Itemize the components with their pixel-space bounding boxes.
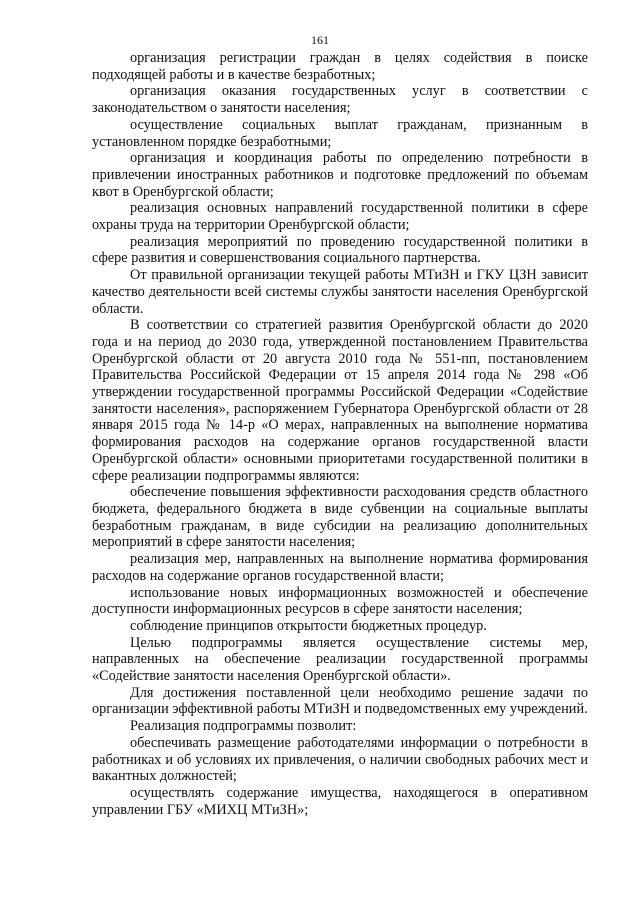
paragraph-9: обеспечение повышения эффективности расходования средств областного бюджета, федерального бюджета в виде субвенции на социальные выплаты безработным гражданам, в виде субсидии на реализацию дополнительных мероприятий в сфере занятости населения; [92,484,588,551]
paragraph-14: Для достижения поставленной цели необходимо решение задачи по организации эффективной работы МТиЗН и подведомственных ему учреждений. [92,684,588,718]
paragraph-6: реализация мероприятий по проведению государственной политики в сфере развития и совершенствования социального партнерства. [92,233,588,267]
paragraph-2: организация оказания государственных услуг в соответствии с законодательством о занятости населения; [92,83,588,117]
paragraph-4: организация и координация работы по определению потребности в привлечении иностранных работников и подготовке предложений по объемам квот в Оренбургской области; [92,150,588,200]
paragraph-7: От правильной организации текущей работы МТиЗН и ГКУ ЦЗН зависит качество деятельности всей системы службы занятости населения Оренбургской области. [92,267,588,317]
page-number: 161 [311,33,329,47]
paragraph-5: реализация основных направлений государственной политики в сфере охраны труда на территории Оренбургской области; [92,200,588,234]
paragraph-10: реализация мер, направленных на выполнение норматива формирования расходов на содержание органов государственной власти; [92,551,588,584]
paragraph-11: использование новых информационных возможностей и обеспечение доступности информационных ресурсов в сфере занятости населения; [92,584,588,618]
paragraph-3: осуществление социальных выплат гражданам, признанным в установленном порядке безработными; [92,116,588,150]
paragraph-12: соблюдение принципов открытости бюджетных процедур. [130,617,487,634]
paragraph-16: обеспечивать размещение работодателями информации о потребности в работниках и об условиях их привлечения, о наличии свободных рабочих мест и вакантных должностей; [92,734,588,785]
paragraph-13: Целью подпрограммы является осуществление системы мер, направленных на обеспечение реализации государственной программы «Содействие занятости населения Оренбургской области». [92,634,588,685]
paragraph-17: осуществлять содержание имущества, находящегося в оперативном управлении ГБУ «МИХЦ МТиЗН»; [92,784,588,818]
document-body [92,50,588,818]
paragraph-8: В соответствии со стратегией развития Оренбургской области до 2020 года и на период до 2030 года, утвержденной постановлением Правительства Оренбургской области от 20 августа 2010 года № 551-пп, постановлением Правительства Российской Федерации от 15 апреля 2014 года № 298 «Об утверждении государственной программы Российской Федерации «Содействие занятости населения», распоряжением Губернатора Оренбургской области от 28 января 2015 года № 14-р «О мерах, направленных на выполнение норматива формирования расходов на содержание органов государственной власти Оренбургской области» основными приоритетами государственной политики в сфере реализации подпрограммы являются: [92,317,588,484]
paragraph-15: Реализация подпрограммы позволит: [130,718,357,735]
paragraph-1: организация регистрации граждан в целях содействия в поиске подходящей работы и в качестве безработных; [92,50,588,83]
